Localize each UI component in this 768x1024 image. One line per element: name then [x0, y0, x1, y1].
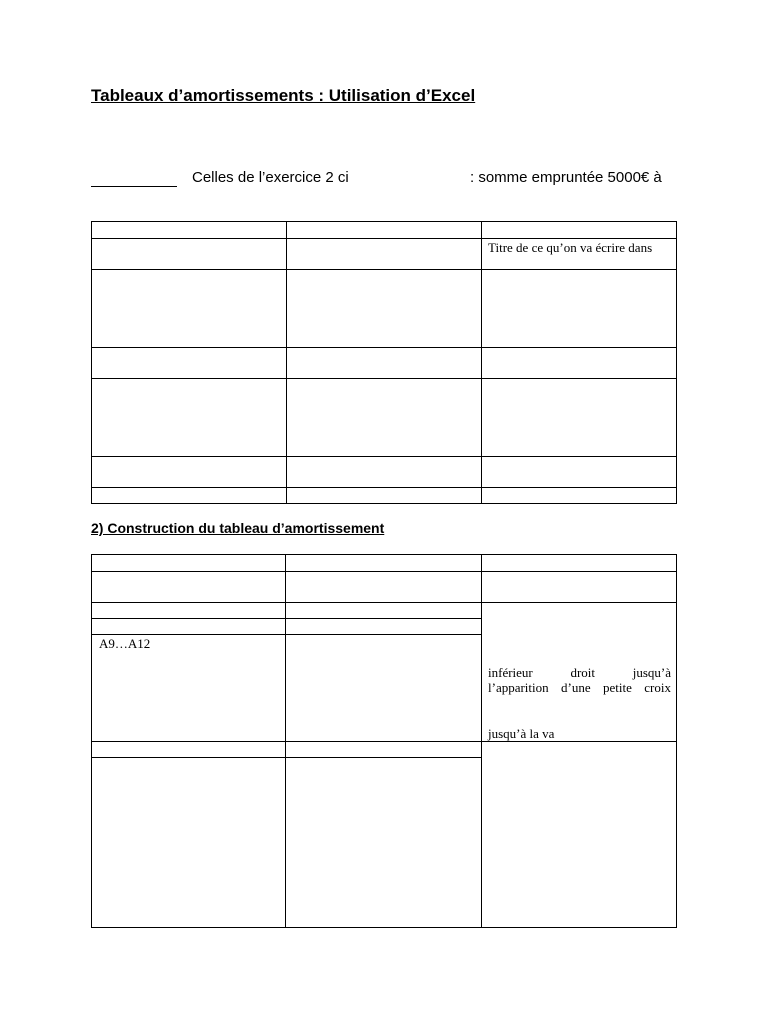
instruction-word: inférieur	[488, 665, 533, 680]
table-2-rule	[285, 554, 286, 928]
instruction-word: d’une	[561, 680, 591, 695]
table-1-cell-title-text: Titre de ce qu’on va écrire dans	[488, 240, 653, 255]
section-2-heading: 2) Construction du tableau d’amortissement	[91, 520, 385, 536]
table-1-rule	[481, 221, 482, 504]
table-2-instruction-line-3: jusqu’à la va	[488, 726, 555, 741]
table-2-rule	[91, 554, 92, 928]
table-1-rule	[91, 378, 677, 379]
table-2-rule	[676, 554, 677, 928]
table-2-rule	[91, 602, 677, 603]
fill-in-blank	[91, 186, 177, 187]
table-2	[91, 554, 677, 928]
table-1-rule	[91, 238, 677, 239]
table-1-rule	[91, 487, 677, 488]
table-1-rule	[91, 347, 677, 348]
table-1-rule	[676, 221, 677, 504]
table-2-rule	[91, 571, 677, 572]
instruction-word: jusqu’à	[632, 665, 671, 680]
table-1-rule	[91, 503, 677, 504]
table-2-rule	[481, 554, 482, 928]
table-2-instruction-line-1	[488, 665, 671, 680]
instruction-word: petite	[603, 680, 632, 695]
intro-text-1: Celles de l’exercice 2 ci	[192, 169, 349, 186]
table-1-rule	[91, 456, 677, 457]
table-1-rule	[91, 221, 92, 504]
instruction-word: croix	[644, 680, 671, 695]
table-2-cell-range: A9…A12	[99, 636, 151, 651]
instruction-word: l’apparition	[488, 680, 549, 695]
table-2-rule	[91, 618, 482, 619]
intro-text-2: : somme empruntée 5000€ à	[470, 169, 662, 186]
instruction-word: droit	[570, 665, 596, 680]
table-1-rule	[91, 269, 677, 270]
table-2-rule	[91, 927, 677, 928]
table-2-rule	[91, 757, 482, 758]
table-2-rule	[91, 554, 677, 555]
table-2-instruction-line-2	[488, 680, 671, 695]
table-2-rule	[91, 741, 677, 742]
document-title: Tableaux d’amortissements : Utilisation d’Excel	[91, 86, 476, 105]
intro-line	[91, 169, 677, 189]
table-1	[91, 221, 677, 504]
table-2-rule	[91, 634, 482, 635]
table-1-rule	[91, 221, 677, 222]
table-1-rule	[286, 221, 287, 504]
